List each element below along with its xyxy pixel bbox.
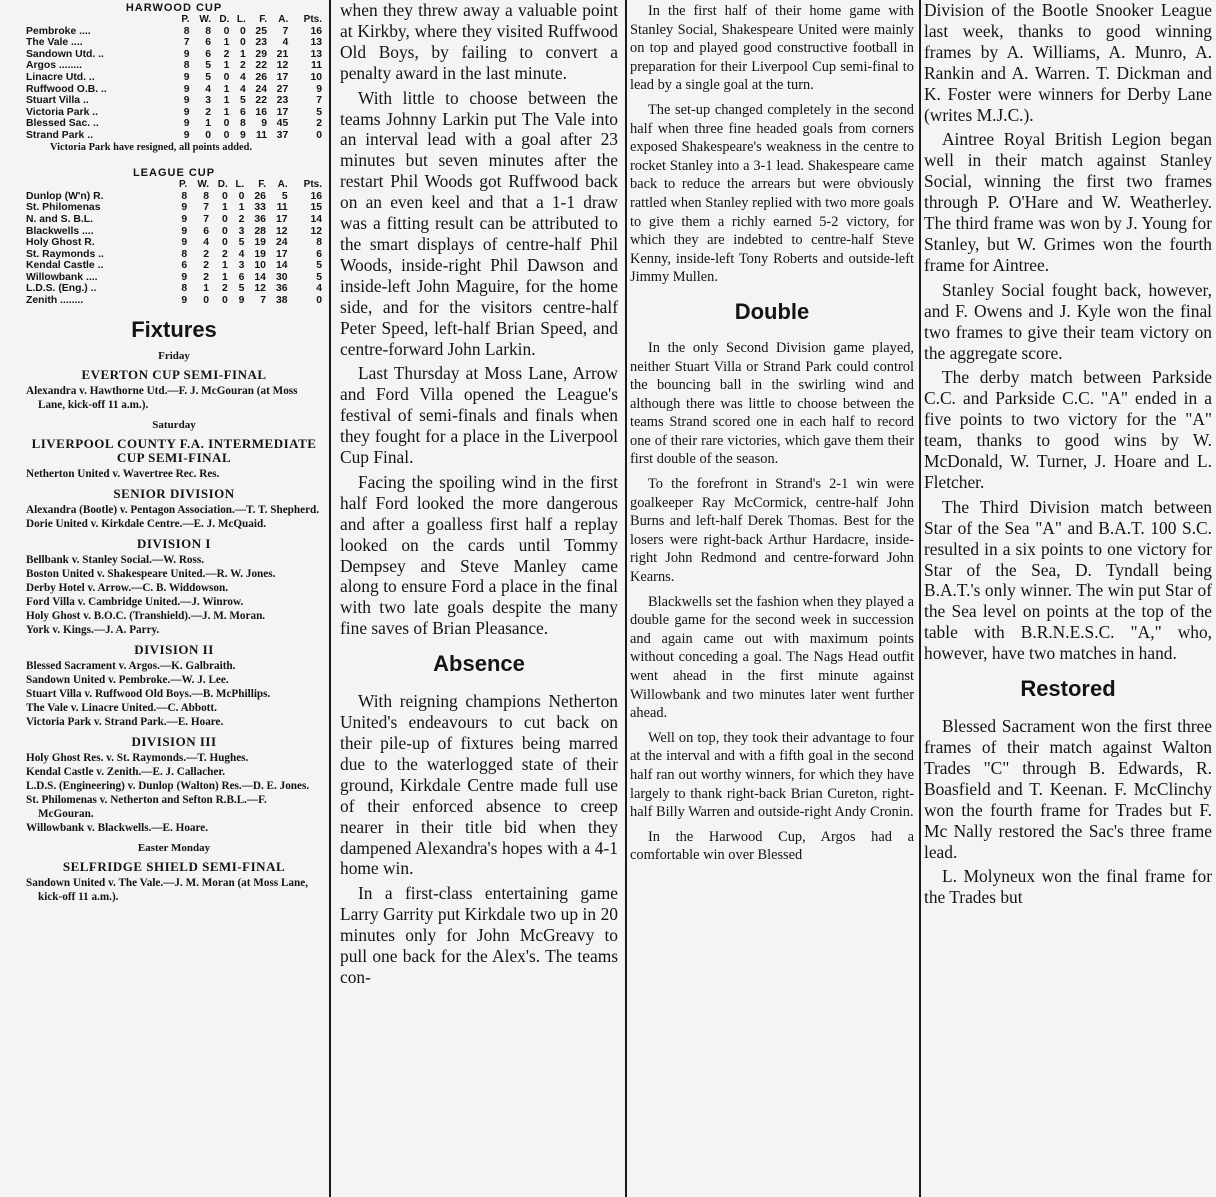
stat-cell: 1: [223, 37, 230, 49]
stat-cell: 5: [205, 60, 212, 72]
article-paragraph: Stanley Social fought back, however, and F. Owens and J. Kyle won the final two frames to give their team victory on the aggregate score.: [924, 279, 1212, 363]
article-paragraph: To the forefront in Strand's 2-1 win were goalkeeper Ray McCormick, centre-half John Burns and left-half Derek Thomas. Best for the losers were right-back Arthur Hardacre, inside-right John Redmond and centre-forward John Kearns.: [630, 476, 914, 586]
stat-cell: 22: [255, 60, 267, 72]
column-header: W.: [199, 14, 212, 25]
fixture-item: Dorie United v. Kirkdale Centre.—E. J. McQuaid.: [26, 517, 267, 530]
stat-cell: 17: [276, 248, 288, 260]
stat-cell: 5: [238, 237, 245, 249]
stat-cell: 8: [205, 25, 212, 37]
article-paragraph: The Third Division match between Star of the Sea "A" and B.A.T. 100 S.C. resulted in a six points to one victory for Star of the Sea, D. Tyndall being B.A.T.'s only winner. The win put Star of the Sea level on points at the top of the table with B.R.N.E.S.C. "A," who, however, have two matches in hand.: [924, 496, 1212, 664]
article-paragraph: The set-up changed completely in the second half when three fine headed goals from corners exposed Shakespeare's weakness in the centre to rocket Stanley into a 3-1 lead. Shakespeare came back to reduce the arrears but were obviously rattled when Stanley replied with two more goals to give them a richly earned 5-2 victory, for which they are indebted to centre-half Steve Kenny, inside-left Tony Roberts and outside-left Jimmy Mullen.: [630, 101, 914, 286]
fixture-list-selfridge: [26, 876, 322, 904]
stat-cell: 10: [254, 260, 266, 272]
fixtures-heading: Fixtures: [131, 316, 217, 342]
stat-cell: 9: [181, 295, 188, 307]
harwood-cup-note: Victoria Park have resigned, all points added.: [50, 141, 253, 153]
stat-cell: 1: [205, 118, 212, 130]
stat-cell: 2: [221, 248, 228, 260]
stat-cell: 9: [183, 106, 190, 118]
fixture-item: Stuart Villa v. Ruffwood Old Boys.—B. McPhillips.: [26, 687, 271, 700]
article-paragraph: With reigning champions Netherton United's endeavours to cut back on their pile-up of fixtures being marred due to the waterlogged state of their ground, Kirkdale Centre made full use of their enforced absence to creep nearer in their title bid when they dampened Alexandra's hopes with a 4-1 home win.: [340, 691, 618, 879]
fixture-item: Derby Hotel v. Arrow.—C. B. Widdowson.: [26, 581, 229, 594]
stat-cell: 7: [183, 37, 190, 49]
stat-cell: 0: [223, 25, 230, 37]
table-row: [26, 49, 322, 61]
stat-cell: 38: [276, 295, 288, 307]
stat-cell: 14: [276, 260, 288, 272]
harwood-cup-title: HARWOOD CUP: [125, 2, 223, 14]
column-header: L.: [236, 14, 246, 25]
senior-division-title: SENIOR DIVISION: [113, 485, 235, 501]
fixture-item: Sandown United v. Pembroke.—W. J. Lee.: [26, 673, 229, 686]
fixture-list-everton: [26, 384, 322, 412]
column-article-4: [920, 0, 1216, 1197]
stat-cell: 0: [221, 213, 228, 225]
stat-cell: 2: [238, 213, 245, 225]
stat-cell: 3: [238, 225, 245, 237]
table-row: [26, 60, 322, 72]
stat-cell: 12: [254, 283, 266, 295]
stat-cell: 6: [203, 225, 210, 237]
stat-cell: 16: [255, 106, 267, 118]
article-paragraph: when they threw away a valuable point at Kirkby, where they visited Ruffwood Old Boys, by failing to convert a penalty award in the last minute.: [340, 0, 618, 83]
stat-cell: 4: [282, 37, 289, 49]
stat-cell: 5: [316, 260, 322, 272]
stat-cell: 5: [239, 95, 246, 107]
stat-cell: 5: [316, 271, 322, 283]
fixture-list-division-2: [26, 659, 322, 729]
table-row: [26, 107, 322, 119]
stat-cell: 0: [238, 190, 245, 202]
article-paragraph: In the first half of their home game with Stanley Social, Shakespeare United were mainly on top and played good constructive football in preparation for their Liverpool Cup semi-final to lead by a single goal at the turn.: [630, 3, 914, 94]
stat-cell: 8: [183, 60, 190, 72]
fixture-item: Sandown United v. The Vale.—J. M. Moran (at Moss Lane, kick-off 11 a.m.).: [26, 876, 308, 903]
stat-cell: 9: [183, 118, 190, 130]
stat-cell: 21: [276, 48, 289, 60]
stat-cell: 26: [254, 190, 266, 202]
table-row: [26, 226, 322, 238]
stat-cell: 16: [310, 25, 322, 37]
table-row: [26, 237, 322, 249]
stat-cell: 11: [276, 202, 288, 214]
fixture-item: St. Philomenas v. Netherton and Sefton R.B.L.—F. McGouran.: [26, 793, 267, 820]
fixture-item: Victoria Park v. Strand Park.—E. Hoare.: [26, 715, 224, 728]
stat-cell: 9: [183, 71, 190, 83]
stat-cell: 9: [181, 225, 188, 237]
column-tables-fixtures: [0, 0, 330, 1197]
stat-cell: 6: [205, 37, 212, 49]
table-row: [26, 214, 322, 226]
stat-cell: 1: [223, 95, 230, 107]
column-header: D.: [217, 179, 228, 191]
column-header: Pts.: [303, 14, 322, 25]
stat-cell: 11: [256, 129, 267, 141]
team-name: St. Raymonds ..: [26, 248, 104, 260]
stat-cell: 4: [203, 237, 210, 249]
day-label-friday: Friday: [158, 349, 190, 362]
stat-cell: 1: [223, 60, 230, 72]
fixture-item: The Vale v. Linacre United.—C. Abbott.: [26, 701, 217, 714]
column-article-2: [330, 0, 626, 1197]
article-paragraph: In the Harwood Cup, Argos had a comfortable win over Blessed: [630, 828, 914, 864]
stat-cell: 5: [316, 106, 322, 118]
stat-cell: 6: [238, 271, 245, 283]
stat-cell: 17: [276, 71, 289, 83]
table-row: [26, 84, 322, 96]
table-row: [26, 202, 322, 214]
stat-cell: 8: [316, 237, 322, 249]
stat-cell: 26: [255, 71, 267, 83]
team-name: Victoria Park ..: [26, 106, 99, 118]
fixture-item: Bellbank v. Stanley Social.—W. Ross.: [26, 553, 205, 566]
stat-cell: 24: [276, 237, 288, 249]
column-article-3: [626, 0, 920, 1197]
stat-cell: 1: [223, 83, 230, 95]
table-row: [26, 72, 322, 84]
team-name: Dunlop (W'n) R.: [26, 190, 104, 202]
article-paragraph: In a first-class entertaining game Larry Garrity put Kirkdale two up in 20 minutes only for John McGreavy to pull one back for the Alex's. The teams con-: [340, 883, 618, 987]
fixture-item: Netherton United v. Wavertree Rec. Res.: [26, 467, 220, 480]
stat-cell: 1: [221, 271, 228, 283]
fixture-item: Kendal Castle v. Zenith.—E. J. Callacher.: [26, 765, 226, 778]
stat-cell: 2: [203, 260, 210, 272]
stat-cell: 0: [221, 225, 228, 237]
stat-cell: 9: [181, 271, 188, 283]
stat-cell: 2: [223, 48, 230, 60]
table-row: [26, 37, 322, 49]
stat-cell: 9: [261, 118, 267, 130]
stat-cell: 1: [203, 283, 210, 295]
article-paragraph: Blessed Sacrament won the first three frames of their match against Walton Trades "C" through B. Edwards, R. Boasfield and T. Keenan. F. McClinchy won the fourth frame for Trades but F. Mc Nally restored the Sac's three frame lead.: [924, 716, 1212, 862]
fixture-list-division-1: [26, 553, 322, 637]
stat-cell: 0: [239, 37, 246, 49]
fixture-list-senior: [26, 503, 322, 531]
stat-cell: 23: [255, 37, 267, 49]
article-paragraph: L. Molyneux won the final frame for the Trades but: [924, 866, 1212, 908]
table-row: [26, 191, 322, 203]
fixture-list-division-3: [26, 751, 322, 835]
stat-cell: 37: [276, 129, 289, 141]
stat-cell: 1: [239, 48, 246, 60]
column-header: F.: [259, 14, 267, 25]
team-name: Blackwells ....: [26, 225, 94, 237]
column-header: A.: [277, 179, 288, 191]
stat-cell: 9: [181, 202, 188, 214]
stat-cell: 5: [205, 71, 212, 83]
stat-cell: 7: [203, 202, 210, 214]
stat-cell: 9: [181, 237, 188, 249]
team-name: Blessed Sac. ..: [26, 118, 99, 130]
fixture-item: Willowbank v. Blackwells.—E. Hoare.: [26, 821, 209, 834]
stat-cell: 29: [255, 48, 267, 60]
stat-cell: 33: [254, 202, 266, 214]
harwood-cup-table: [26, 14, 322, 142]
stat-cell: 0: [223, 129, 230, 141]
team-name: N. and S. B.L.: [26, 213, 93, 225]
fixture-item: York v. Kings.—J. A. Parry.: [26, 623, 160, 636]
column-header: D.: [219, 14, 230, 25]
intermediate-cup-title: LIVERPOOL COUNTY F.A. INTERMEDIATE CUP SEMI-FINAL: [31, 435, 317, 465]
section-heading-restored: Restored: [1020, 676, 1116, 702]
stat-cell: 3: [238, 260, 245, 272]
column-header: F.: [258, 179, 266, 191]
stat-cell: 4: [205, 83, 212, 95]
stat-cell: 2: [221, 283, 228, 295]
stat-cell: 9: [239, 129, 246, 141]
stat-cell: 2: [203, 248, 210, 260]
stat-cell: 17: [276, 213, 288, 225]
stat-cell: 14: [254, 271, 266, 283]
stat-cell: 25: [255, 25, 267, 37]
team-name: Holy Ghost R.: [26, 237, 95, 249]
stat-cell: 13: [310, 48, 322, 60]
column-header: P.: [179, 179, 188, 191]
fixture-item: Ford Villa v. Cambridge United.—J. Winrow.: [26, 595, 244, 608]
stat-cell: 5: [238, 283, 245, 295]
column-header: L.: [235, 179, 245, 191]
stat-cell: 8: [181, 283, 188, 295]
stat-cell: 36: [276, 283, 288, 295]
article-paragraph: The derby match between Parkside C.C. and Parkside C.C. "A" ended in a five points to two victory for the "A" team, thanks to good wins by W. McDonald, W. Turner, J. Hoare and L. Fletcher.: [924, 367, 1212, 492]
team-name: Stuart Villa ..: [26, 95, 89, 107]
team-name: Linacre Utd. ..: [26, 71, 95, 83]
stat-cell: 19: [254, 237, 266, 249]
stat-cell: 16: [310, 190, 322, 202]
stat-cell: 15: [310, 202, 322, 214]
table-row: [26, 249, 322, 261]
fixture-item: Holy Ghost v. B.O.C. (Transhield).—J. M. Moran.: [26, 609, 266, 622]
header-spacer: [26, 179, 172, 191]
team-name: Argos ........: [26, 60, 83, 72]
team-name: Pembroke ....: [26, 25, 91, 37]
table-row: [26, 283, 322, 295]
table-row: [26, 260, 322, 272]
header-spacer: [26, 14, 175, 26]
day-label-saturday: Saturday: [152, 418, 196, 431]
article-paragraph: Division of the Bootle Snooker League last week, thanks to good winning frames by A. Williams, A. Munro, A. Rankin and A. Warren. T. Dickman and K. Foster were winners for Derby Lane (writes M.J.C.).: [924, 0, 1212, 125]
stat-cell: 7: [282, 25, 289, 37]
stat-cell: 1: [223, 106, 230, 118]
stat-cell: 27: [276, 83, 289, 95]
stat-cell: 8: [203, 190, 210, 202]
stat-cell: 6: [205, 48, 212, 60]
stat-cell: 4: [316, 283, 322, 295]
article-paragraph: Well on top, they took their advantage to four at the interval and with a fifth goal in the second half ran out worthy winners, for which they have largely to thank right-back Brian Cureton, right-half Billy Warren and outside-right Andy Cronin.: [630, 729, 914, 821]
article-paragraph: Blackwells set the fashion when they played a double game for the second week in succession and again came out with maximum points without conceding a goal. The Nags Head outfit went ahead in the first minute against Willowbank and two minutes later went further ahead.: [630, 593, 914, 722]
stat-cell: 0: [221, 237, 228, 249]
stat-cell: 12: [276, 225, 288, 237]
fixture-item: Alexandra (Bootle) v. Pentagon Association.—T. T. Shepherd.: [26, 503, 320, 516]
stat-cell: 28: [254, 225, 266, 237]
stat-cell: 19: [254, 248, 266, 260]
stat-cell: 24: [255, 83, 267, 95]
team-name: L.D.S. (Eng.) ..: [26, 283, 97, 295]
stat-cell: 9: [183, 129, 190, 141]
table-row: [26, 295, 322, 307]
stat-cell: 30: [276, 271, 288, 283]
stat-cell: 12: [310, 225, 322, 237]
table-row: [26, 118, 322, 130]
stat-cell: 11: [311, 60, 322, 72]
fixture-item: Blessed Sacrament v. Argos.—K. Galbraith.: [26, 659, 236, 672]
stat-cell: 9: [316, 83, 322, 95]
stat-cell: 2: [205, 106, 212, 118]
stat-cell: 0: [223, 71, 230, 83]
article-paragraph: Facing the spoiling wind in the first half Ford looked the more dangerous and after a goalless first half a replay looked on the cards until Tommy Dempsey and Steve Manley came along to ensure Ford a place in the final with two late goals despite the many fine saves of Brian Pleasance.: [340, 471, 618, 639]
stat-cell: 14: [310, 213, 322, 225]
team-name: Strand Park ..: [26, 129, 93, 141]
team-name: Kendal Castle ..: [26, 260, 104, 272]
article-paragraph: With little to choose between the teams Johnny Larkin put The Vale into an interval lead with a goal after 23 minutes but seven minutes after the restart Phil Woods got Ruffwood back on an even keel and that a 1-1 draw was a fitting result can be attributed to the smart displays of centre-half Phil Woods, inside-right Phil Dawson and inside-left John Maguire, for the home side, and for the visitors centre-half Peter Speed, left-half Brian Speed, and centre-forward John Larkin.: [340, 87, 618, 359]
stat-cell: 3: [205, 95, 212, 107]
stat-cell: 9: [183, 83, 190, 95]
division-3-title: DIVISION III: [131, 733, 217, 749]
stat-cell: 8: [181, 190, 188, 202]
stat-cell: 0: [316, 129, 322, 141]
stat-cell: 0: [221, 190, 228, 202]
stat-cell: 4: [239, 71, 246, 83]
division-2-title: DIVISION II: [134, 641, 214, 657]
fixture-item: Boston United v. Shakespeare United.—R. W. Jones.: [26, 567, 276, 580]
team-name: St. Philomenas: [26, 202, 101, 214]
stat-cell: 4: [239, 83, 246, 95]
stat-cell: 8: [239, 118, 246, 130]
article-paragraph: Last Thursday at Moss Lane, Arrow and Ford Villa opened the League's festival of semi-finals and finals when they fought for a place in the Liverpool Cup Final.: [340, 363, 618, 468]
stat-cell: 45: [276, 118, 289, 130]
stat-cell: 12: [276, 60, 289, 72]
division-1-title: DIVISION I: [137, 535, 211, 551]
stat-cell: 0: [205, 129, 212, 141]
column-header: W.: [197, 179, 210, 191]
stat-cell: 22: [255, 95, 267, 107]
fixture-item: L.D.S. (Engineering) v. Dunlop (Walton) Res.—D. E. Jones.: [26, 779, 310, 792]
table-row: [26, 95, 322, 107]
fixture-item: Holy Ghost Res. v. St. Raymonds.—T. Hughes.: [26, 751, 249, 764]
stat-cell: 9: [183, 95, 190, 107]
stat-cell: 6: [239, 106, 246, 118]
table-row: [26, 130, 322, 142]
team-name: Zenith ........: [26, 295, 84, 307]
stat-cell: 2: [316, 118, 322, 130]
stat-cell: 6: [316, 248, 322, 260]
stat-cell: 17: [276, 106, 289, 118]
stat-cell: 6: [181, 260, 188, 272]
stat-cell: 9: [183, 48, 190, 60]
stat-cell: 10: [310, 71, 322, 83]
stat-cell: 2: [203, 271, 210, 283]
fixture-item: Alexandra v. Hawthorne Utd.—F. J. McGouran (at Moss Lane, kick-off 11 a.m.).: [26, 384, 298, 411]
team-name: The Vale ....: [26, 37, 83, 49]
team-name: Willowbank ....: [26, 271, 98, 283]
column-header: P.: [181, 14, 190, 25]
stat-cell: 0: [203, 295, 210, 307]
stat-cell: 1: [221, 202, 228, 214]
stat-cell: 8: [183, 25, 190, 37]
article-paragraph: In the only Second Division game played, neither Stuart Villa or Strand Park could control the bouncing ball in the swirling wind and although there was little to choose between the teams Strand scored one in each half to record one of their rare victories, which gave them their first double of the season.: [630, 339, 914, 468]
stat-cell: 1: [221, 260, 228, 272]
stat-cell: 9: [181, 213, 188, 225]
fixture-list-intermediate: [26, 467, 322, 481]
stat-cell: 7: [260, 295, 266, 307]
stat-cell: 0: [223, 118, 230, 130]
section-heading-absence: Absence: [433, 651, 525, 677]
column-header: Pts.: [303, 179, 322, 191]
column-header: A.: [278, 14, 289, 25]
table-row: [26, 26, 322, 38]
league-cup-table: [26, 179, 322, 307]
league-cup-title: LEAGUE CUP: [132, 167, 216, 180]
stat-cell: 2: [239, 60, 246, 72]
stat-cell: 1: [238, 202, 245, 214]
stat-cell: 0: [239, 25, 246, 37]
table-row: [26, 272, 322, 284]
team-name: Ruffwood O.B. ..: [26, 83, 107, 95]
day-label-easter-monday: Easter Monday: [137, 841, 211, 854]
stat-cell: 23: [276, 95, 289, 107]
article-paragraph: Aintree Royal British Legion began well in their match against Stanley Social, winning the first two frames through P. O'Hare and W. Weatherley. The third frame was won by J. Young for Stanley, but W. Grimes won the fourth frame for Aintree.: [924, 129, 1212, 275]
harwood-cup-header-row: [26, 14, 322, 26]
stat-cell: 0: [221, 295, 228, 307]
stat-cell: 7: [203, 213, 210, 225]
team-name: Sandown Utd. ..: [26, 48, 104, 60]
stat-cell: 4: [238, 248, 245, 260]
stat-cell: 7: [316, 95, 322, 107]
stat-cell: 36: [254, 213, 266, 225]
everton-cup-title: EVERTON CUP SEMI-FINAL: [81, 366, 267, 382]
selfridge-shield-title: SELFRIDGE SHIELD SEMI-FINAL: [62, 858, 286, 874]
stat-cell: 13: [310, 37, 322, 49]
stat-cell: 0: [316, 295, 322, 307]
stat-cell: 5: [281, 190, 288, 202]
stat-cell: 9: [238, 295, 245, 307]
section-heading-double: Double: [734, 298, 810, 324]
league-cup-header-row: [26, 179, 322, 191]
stat-cell: 8: [181, 248, 188, 260]
